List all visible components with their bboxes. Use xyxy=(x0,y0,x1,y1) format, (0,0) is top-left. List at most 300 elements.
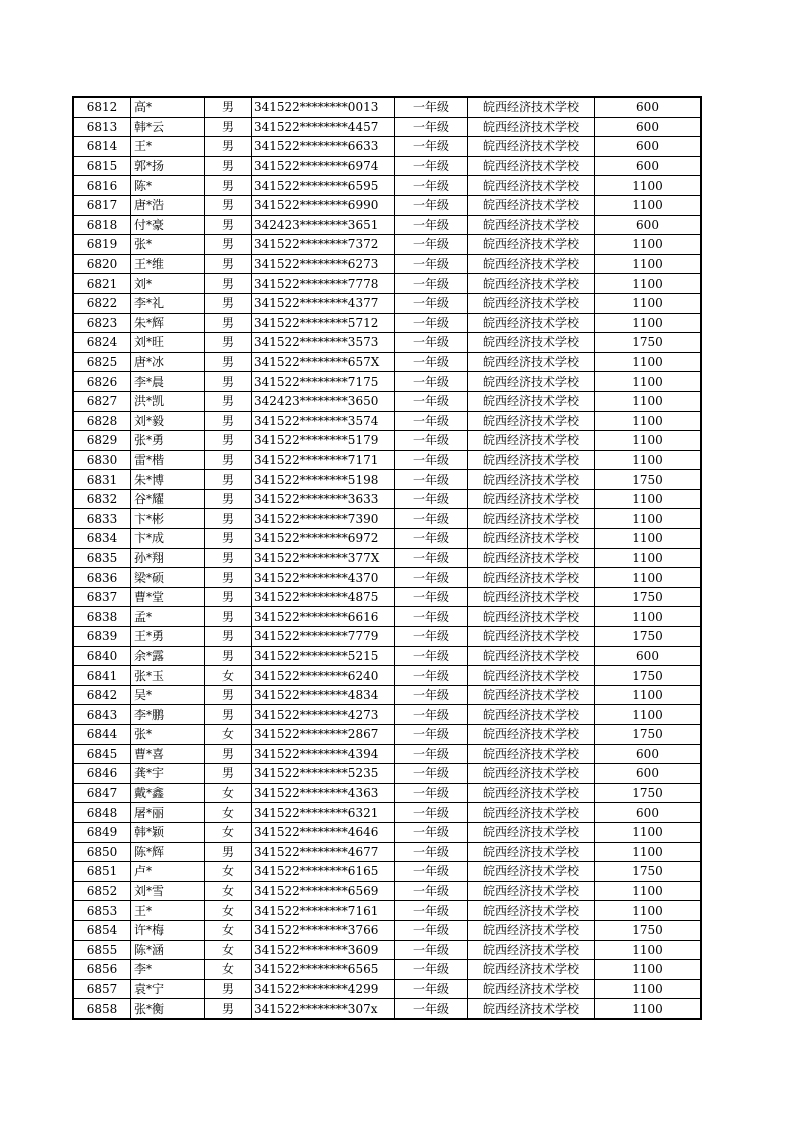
gender-cell: 男 xyxy=(205,156,252,176)
student-name-cell: 卢* xyxy=(131,862,205,882)
grade-cell: 一年级 xyxy=(395,333,468,353)
id-number-cell: 341522********4273 xyxy=(252,705,395,725)
school-name-cell: 皖西经济技术学校 xyxy=(468,372,595,392)
gender-cell: 男 xyxy=(205,293,252,313)
gender-cell: 男 xyxy=(205,411,252,431)
gender-cell: 男 xyxy=(205,313,252,333)
gender-cell: 男 xyxy=(205,685,252,705)
gender-cell: 男 xyxy=(205,195,252,215)
school-name-cell: 皖西经济技术学校 xyxy=(468,470,595,490)
table-row xyxy=(73,999,701,1019)
row-number-cell: 6813 xyxy=(73,117,131,137)
grade-cell: 一年级 xyxy=(395,862,468,882)
grade-cell: 一年级 xyxy=(395,215,468,235)
gender-cell: 男 xyxy=(205,587,252,607)
grade-cell: 一年级 xyxy=(395,764,468,784)
row-number-cell: 6821 xyxy=(73,274,131,294)
student-name-cell: 韩*云 xyxy=(131,117,205,137)
gender-cell: 男 xyxy=(205,470,252,490)
row-number-cell: 6827 xyxy=(73,391,131,411)
student-name-cell: 梁*硕 xyxy=(131,568,205,588)
grade-cell: 一年级 xyxy=(395,881,468,901)
row-number-cell: 6850 xyxy=(73,842,131,862)
row-number-cell: 6844 xyxy=(73,725,131,745)
amount-cell: 1750 xyxy=(595,666,702,686)
amount-cell: 1100 xyxy=(595,881,702,901)
school-name-cell: 皖西经济技术学校 xyxy=(468,156,595,176)
grade-cell: 一年级 xyxy=(395,999,468,1019)
row-number-cell: 6830 xyxy=(73,450,131,470)
table-row xyxy=(73,176,701,196)
amount-cell: 1100 xyxy=(595,195,702,215)
school-name-cell: 皖西经济技术学校 xyxy=(468,352,595,372)
school-name-cell: 皖西经济技术学校 xyxy=(468,783,595,803)
amount-cell: 1750 xyxy=(595,725,702,745)
table-row xyxy=(73,646,701,666)
grade-cell: 一年级 xyxy=(395,117,468,137)
grade-cell: 一年级 xyxy=(395,920,468,940)
school-name-cell: 皖西经济技术学校 xyxy=(468,842,595,862)
gender-cell: 女 xyxy=(205,920,252,940)
student-name-cell: 卞*成 xyxy=(131,529,205,549)
student-name-cell: 孟* xyxy=(131,607,205,627)
gender-cell: 女 xyxy=(205,901,252,921)
id-number-cell: 341522********3609 xyxy=(252,940,395,960)
amount-cell: 1100 xyxy=(595,979,702,999)
table-row xyxy=(73,685,701,705)
school-name-cell: 皖西经济技术学校 xyxy=(468,685,595,705)
id-number-cell: 341522********7171 xyxy=(252,450,395,470)
grade-cell: 一年级 xyxy=(395,666,468,686)
student-name-cell: 李*礼 xyxy=(131,293,205,313)
row-number-cell: 6852 xyxy=(73,881,131,901)
student-name-cell: 朱*博 xyxy=(131,470,205,490)
table-row xyxy=(73,627,701,647)
id-number-cell: 341522********7778 xyxy=(252,274,395,294)
school-name-cell: 皖西经济技术学校 xyxy=(468,509,595,529)
gender-cell: 女 xyxy=(205,725,252,745)
row-number-cell: 6845 xyxy=(73,744,131,764)
table-row xyxy=(73,744,701,764)
row-number-cell: 6812 xyxy=(73,97,131,117)
grade-cell: 一年级 xyxy=(395,411,468,431)
amount-cell: 1100 xyxy=(595,548,702,568)
amount-cell: 1100 xyxy=(595,489,702,509)
grade-cell: 一年级 xyxy=(395,509,468,529)
grade-cell: 一年级 xyxy=(395,783,468,803)
school-name-cell: 皖西经济技术学校 xyxy=(468,881,595,901)
id-number-cell: 341522********4363 xyxy=(252,783,395,803)
amount-cell: 1100 xyxy=(595,431,702,451)
amount-cell: 600 xyxy=(595,117,702,137)
id-number-cell: 341522********6273 xyxy=(252,254,395,274)
amount-cell: 1100 xyxy=(595,352,702,372)
row-number-cell: 6843 xyxy=(73,705,131,725)
grade-cell: 一年级 xyxy=(395,725,468,745)
table-row xyxy=(73,862,701,882)
id-number-cell: 341522********4457 xyxy=(252,117,395,137)
school-name-cell: 皖西经济技术学校 xyxy=(468,764,595,784)
gender-cell: 女 xyxy=(205,881,252,901)
school-name-cell: 皖西经济技术学校 xyxy=(468,529,595,549)
id-number-cell: 341522********6565 xyxy=(252,960,395,980)
amount-cell: 1750 xyxy=(595,783,702,803)
school-name-cell: 皖西经济技术学校 xyxy=(468,607,595,627)
row-number-cell: 6834 xyxy=(73,529,131,549)
grade-cell: 一年级 xyxy=(395,979,468,999)
id-number-cell: 341522********5235 xyxy=(252,764,395,784)
grade-cell: 一年级 xyxy=(395,627,468,647)
id-number-cell: 341522********6616 xyxy=(252,607,395,627)
school-name-cell: 皖西经济技术学校 xyxy=(468,489,595,509)
school-name-cell: 皖西经济技术学校 xyxy=(468,901,595,921)
school-name-cell: 皖西经济技术学校 xyxy=(468,195,595,215)
gender-cell: 男 xyxy=(205,548,252,568)
amount-cell: 1750 xyxy=(595,333,702,353)
grade-cell: 一年级 xyxy=(395,548,468,568)
id-number-cell: 341522********6974 xyxy=(252,156,395,176)
id-number-cell: 342423********3651 xyxy=(252,215,395,235)
student-name-cell: 王* xyxy=(131,901,205,921)
table-row xyxy=(73,195,701,215)
gender-cell: 男 xyxy=(205,117,252,137)
row-number-cell: 6838 xyxy=(73,607,131,627)
student-name-cell: 李*鹏 xyxy=(131,705,205,725)
row-number-cell: 6826 xyxy=(73,372,131,392)
amount-cell: 600 xyxy=(595,646,702,666)
grade-cell: 一年级 xyxy=(395,391,468,411)
id-number-cell: 341522********657X xyxy=(252,352,395,372)
id-number-cell: 341522********4677 xyxy=(252,842,395,862)
school-name-cell: 皖西经济技术学校 xyxy=(468,137,595,157)
row-number-cell: 6829 xyxy=(73,431,131,451)
id-number-cell: 341522********5712 xyxy=(252,313,395,333)
gender-cell: 女 xyxy=(205,960,252,980)
gender-cell: 男 xyxy=(205,489,252,509)
amount-cell: 1100 xyxy=(595,529,702,549)
id-number-cell: 341522********3766 xyxy=(252,920,395,940)
amount-cell: 600 xyxy=(595,137,702,157)
amount-cell: 1100 xyxy=(595,607,702,627)
grade-cell: 一年级 xyxy=(395,97,468,117)
student-name-cell: 唐*浩 xyxy=(131,195,205,215)
id-number-cell: 341522********7372 xyxy=(252,235,395,255)
id-number-cell: 341522********6569 xyxy=(252,881,395,901)
gender-cell: 女 xyxy=(205,862,252,882)
amount-cell: 600 xyxy=(595,215,702,235)
gender-cell: 男 xyxy=(205,176,252,196)
grade-cell: 一年级 xyxy=(395,587,468,607)
grade-cell: 一年级 xyxy=(395,568,468,588)
id-number-cell: 341522********4834 xyxy=(252,685,395,705)
student-name-cell: 王*维 xyxy=(131,254,205,274)
student-name-cell: 戴*鑫 xyxy=(131,783,205,803)
row-number-cell: 6823 xyxy=(73,313,131,333)
student-name-cell: 李*晨 xyxy=(131,372,205,392)
row-number-cell: 6842 xyxy=(73,685,131,705)
id-number-cell: 341522********5179 xyxy=(252,431,395,451)
student-name-cell: 陈*涵 xyxy=(131,940,205,960)
id-number-cell: 341522********5215 xyxy=(252,646,395,666)
id-number-cell: 341522********6972 xyxy=(252,529,395,549)
gender-cell: 男 xyxy=(205,254,252,274)
grade-cell: 一年级 xyxy=(395,705,468,725)
gender-cell: 男 xyxy=(205,646,252,666)
id-number-cell: 341522********6633 xyxy=(252,137,395,157)
student-name-cell: 陈*辉 xyxy=(131,842,205,862)
id-number-cell: 342423********3650 xyxy=(252,391,395,411)
id-number-cell: 341522********6321 xyxy=(252,803,395,823)
school-name-cell: 皖西经济技术学校 xyxy=(468,450,595,470)
student-name-cell: 王*勇 xyxy=(131,627,205,647)
row-number-cell: 6853 xyxy=(73,901,131,921)
amount-cell: 600 xyxy=(595,803,702,823)
table-row xyxy=(73,725,701,745)
grade-cell: 一年级 xyxy=(395,529,468,549)
gender-cell: 男 xyxy=(205,509,252,529)
student-name-cell: 王* xyxy=(131,137,205,157)
student-name-cell: 屠*丽 xyxy=(131,803,205,823)
school-name-cell: 皖西经济技术学校 xyxy=(468,862,595,882)
id-number-cell: 341522********4394 xyxy=(252,744,395,764)
grade-cell: 一年级 xyxy=(395,744,468,764)
table-row xyxy=(73,842,701,862)
gender-cell: 男 xyxy=(205,450,252,470)
grade-cell: 一年级 xyxy=(395,176,468,196)
school-name-cell: 皖西经济技术学校 xyxy=(468,803,595,823)
table-row xyxy=(73,489,701,509)
amount-cell: 1750 xyxy=(595,627,702,647)
row-number-cell: 6858 xyxy=(73,999,131,1019)
row-number-cell: 6831 xyxy=(73,470,131,490)
grade-cell: 一年级 xyxy=(395,313,468,333)
amount-cell: 1100 xyxy=(595,842,702,862)
school-name-cell: 皖西经济技术学校 xyxy=(468,274,595,294)
school-name-cell: 皖西经济技术学校 xyxy=(468,568,595,588)
gender-cell: 男 xyxy=(205,842,252,862)
row-number-cell: 6846 xyxy=(73,764,131,784)
amount-cell: 600 xyxy=(595,156,702,176)
student-name-cell: 刘*雪 xyxy=(131,881,205,901)
grade-cell: 一年级 xyxy=(395,195,468,215)
row-number-cell: 6822 xyxy=(73,293,131,313)
row-number-cell: 6814 xyxy=(73,137,131,157)
amount-cell: 1100 xyxy=(595,235,702,255)
id-number-cell: 341522********3633 xyxy=(252,489,395,509)
table-row xyxy=(73,97,701,117)
gender-cell: 男 xyxy=(205,744,252,764)
row-number-cell: 6817 xyxy=(73,195,131,215)
row-number-cell: 6851 xyxy=(73,862,131,882)
amount-cell: 1100 xyxy=(595,313,702,333)
row-number-cell: 6819 xyxy=(73,235,131,255)
student-name-cell: 雷*楷 xyxy=(131,450,205,470)
amount-cell: 1100 xyxy=(595,901,702,921)
amount-cell: 1100 xyxy=(595,685,702,705)
student-name-cell: 刘*毅 xyxy=(131,411,205,431)
table-row xyxy=(73,607,701,627)
id-number-cell: 341522********6990 xyxy=(252,195,395,215)
student-name-cell: 韩*颖 xyxy=(131,822,205,842)
amount-cell: 600 xyxy=(595,744,702,764)
table-row xyxy=(73,254,701,274)
school-name-cell: 皖西经济技术学校 xyxy=(468,117,595,137)
row-number-cell: 6835 xyxy=(73,548,131,568)
grade-cell: 一年级 xyxy=(395,274,468,294)
id-number-cell: 341522********377X xyxy=(252,548,395,568)
grade-cell: 一年级 xyxy=(395,940,468,960)
table-row xyxy=(73,764,701,784)
row-number-cell: 6855 xyxy=(73,940,131,960)
table-row xyxy=(73,979,701,999)
gender-cell: 男 xyxy=(205,627,252,647)
table-row xyxy=(73,548,701,568)
gender-cell: 男 xyxy=(205,372,252,392)
grade-cell: 一年级 xyxy=(395,646,468,666)
school-name-cell: 皖西经济技术学校 xyxy=(468,960,595,980)
amount-cell: 1100 xyxy=(595,822,702,842)
student-table xyxy=(72,96,702,1020)
school-name-cell: 皖西经济技术学校 xyxy=(468,999,595,1019)
grade-cell: 一年级 xyxy=(395,156,468,176)
gender-cell: 男 xyxy=(205,568,252,588)
row-number-cell: 6818 xyxy=(73,215,131,235)
gender-cell: 男 xyxy=(205,529,252,549)
student-name-cell: 李* xyxy=(131,960,205,980)
school-name-cell: 皖西经济技术学校 xyxy=(468,411,595,431)
row-number-cell: 6849 xyxy=(73,822,131,842)
table-row xyxy=(73,411,701,431)
table-row xyxy=(73,117,701,137)
student-name-cell: 陈* xyxy=(131,176,205,196)
amount-cell: 1750 xyxy=(595,862,702,882)
row-number-cell: 6839 xyxy=(73,627,131,647)
table-row xyxy=(73,333,701,353)
school-name-cell: 皖西经济技术学校 xyxy=(468,254,595,274)
gender-cell: 男 xyxy=(205,999,252,1019)
table-row xyxy=(73,783,701,803)
gender-cell: 女 xyxy=(205,940,252,960)
row-number-cell: 6847 xyxy=(73,783,131,803)
gender-cell: 男 xyxy=(205,97,252,117)
student-name-cell: 张* xyxy=(131,725,205,745)
student-name-cell: 张* xyxy=(131,235,205,255)
student-name-cell: 吴* xyxy=(131,685,205,705)
amount-cell: 1750 xyxy=(595,920,702,940)
row-number-cell: 6856 xyxy=(73,960,131,980)
table-row xyxy=(73,705,701,725)
grade-cell: 一年级 xyxy=(395,137,468,157)
amount-cell: 1100 xyxy=(595,372,702,392)
id-number-cell: 341522********4377 xyxy=(252,293,395,313)
id-number-cell: 341522********6240 xyxy=(252,666,395,686)
school-name-cell: 皖西经济技术学校 xyxy=(468,235,595,255)
row-number-cell: 6854 xyxy=(73,920,131,940)
gender-cell: 男 xyxy=(205,333,252,353)
school-name-cell: 皖西经济技术学校 xyxy=(468,744,595,764)
row-number-cell: 6848 xyxy=(73,803,131,823)
student-name-cell: 朱*辉 xyxy=(131,313,205,333)
amount-cell: 1100 xyxy=(595,940,702,960)
student-name-cell: 袁*宁 xyxy=(131,979,205,999)
row-number-cell: 6820 xyxy=(73,254,131,274)
id-number-cell: 341522********7161 xyxy=(252,901,395,921)
table-row xyxy=(73,822,701,842)
row-number-cell: 6828 xyxy=(73,411,131,431)
table-row xyxy=(73,235,701,255)
school-name-cell: 皖西经济技术学校 xyxy=(468,293,595,313)
id-number-cell: 341522********7390 xyxy=(252,509,395,529)
gender-cell: 男 xyxy=(205,607,252,627)
id-number-cell: 341522********0013 xyxy=(252,97,395,117)
student-name-cell: 刘* xyxy=(131,274,205,294)
table-row xyxy=(73,293,701,313)
school-name-cell: 皖西经济技术学校 xyxy=(468,646,595,666)
grade-cell: 一年级 xyxy=(395,450,468,470)
grade-cell: 一年级 xyxy=(395,822,468,842)
grade-cell: 一年级 xyxy=(395,372,468,392)
table-body xyxy=(73,97,701,1019)
school-name-cell: 皖西经济技术学校 xyxy=(468,431,595,451)
grade-cell: 一年级 xyxy=(395,607,468,627)
gender-cell: 男 xyxy=(205,431,252,451)
student-name-cell: 高* xyxy=(131,97,205,117)
student-name-cell: 卞*彬 xyxy=(131,509,205,529)
table-row xyxy=(73,803,701,823)
gender-cell: 男 xyxy=(205,235,252,255)
table-row xyxy=(73,529,701,549)
table-row xyxy=(73,666,701,686)
amount-cell: 600 xyxy=(595,97,702,117)
student-name-cell: 龚*宇 xyxy=(131,764,205,784)
id-number-cell: 341522********7779 xyxy=(252,627,395,647)
school-name-cell: 皖西经济技术学校 xyxy=(468,822,595,842)
table-row xyxy=(73,391,701,411)
gender-cell: 男 xyxy=(205,274,252,294)
grade-cell: 一年级 xyxy=(395,901,468,921)
id-number-cell: 341522********6165 xyxy=(252,862,395,882)
school-name-cell: 皖西经济技术学校 xyxy=(468,97,595,117)
id-number-cell: 341522********2867 xyxy=(252,725,395,745)
amount-cell: 1100 xyxy=(595,960,702,980)
school-name-cell: 皖西经济技术学校 xyxy=(468,725,595,745)
student-name-cell: 张*玉 xyxy=(131,666,205,686)
student-name-cell: 孙*翔 xyxy=(131,548,205,568)
student-name-cell: 付*豪 xyxy=(131,215,205,235)
id-number-cell: 341522********4875 xyxy=(252,587,395,607)
grade-cell: 一年级 xyxy=(395,431,468,451)
table-row xyxy=(73,215,701,235)
amount-cell: 1100 xyxy=(595,450,702,470)
gender-cell: 男 xyxy=(205,137,252,157)
grade-cell: 一年级 xyxy=(395,352,468,372)
school-name-cell: 皖西经济技术学校 xyxy=(468,705,595,725)
row-number-cell: 6816 xyxy=(73,176,131,196)
grade-cell: 一年级 xyxy=(395,842,468,862)
table-row xyxy=(73,901,701,921)
row-number-cell: 6841 xyxy=(73,666,131,686)
table-row xyxy=(73,920,701,940)
gender-cell: 男 xyxy=(205,215,252,235)
id-number-cell: 341522********4299 xyxy=(252,979,395,999)
school-name-cell: 皖西经济技术学校 xyxy=(468,333,595,353)
school-name-cell: 皖西经济技术学校 xyxy=(468,313,595,333)
table-row xyxy=(73,313,701,333)
row-number-cell: 6833 xyxy=(73,509,131,529)
grade-cell: 一年级 xyxy=(395,803,468,823)
amount-cell: 1100 xyxy=(595,274,702,294)
amount-cell: 1750 xyxy=(595,470,702,490)
